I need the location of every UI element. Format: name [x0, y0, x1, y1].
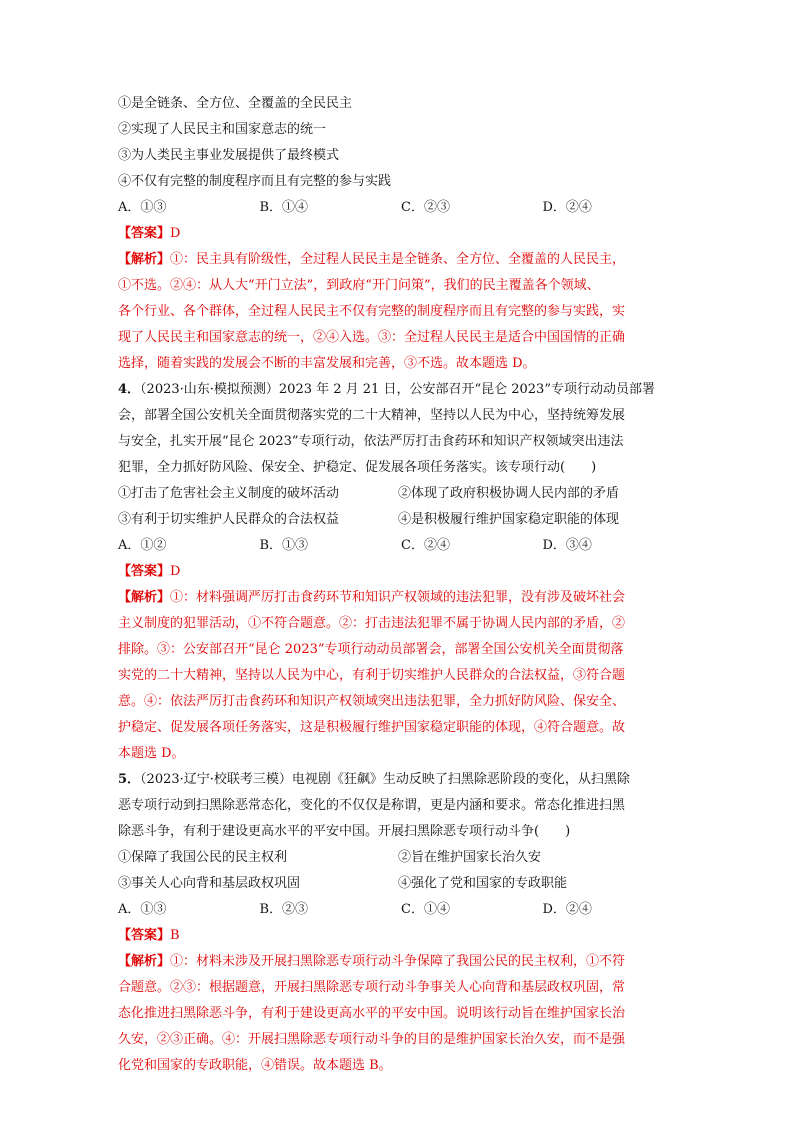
choice-c: C．②③	[401, 200, 450, 215]
analysis	[118, 588, 684, 770]
analysis-line: 各个行业、各个群体，全过程人民民主不仅有完整的制度程序而且有完整的参与实践，实	[118, 304, 626, 319]
analysis-line: 久安，②③正确。④：开展扫黑除恶专项行动斗争的目的是维护国家长治久安，而不是强	[118, 1032, 626, 1047]
analysis-line: 本题选 D。	[118, 746, 185, 761]
analysis	[118, 250, 684, 380]
question-4	[118, 380, 684, 770]
analysis-line: 合题意。②③：根据题意，开展扫黑除恶专项行动斗争事关人心向背和基层政权巩固，常	[118, 980, 626, 995]
answer-tag: 【答案】	[118, 226, 171, 241]
answer-choices	[118, 536, 684, 562]
choice-a: A．①③	[118, 200, 167, 215]
option-item-4: ④强化了党和国家的专政职能	[398, 876, 568, 891]
question-number: 4．	[118, 382, 141, 397]
option-item-4: ④不仅有完整的制度程序而且有完整的参与实践	[118, 174, 392, 189]
analysis	[118, 952, 684, 1082]
analysis-line: 【解析】①：民主具有阶级性，全过程人民民主是全链条、全方位、全覆盖的人民民主，	[118, 252, 626, 267]
option-row	[118, 484, 684, 510]
analysis-line: 现了人民民主和国家意志的统一，②④入选。③：全过程人民民主是适合中国国情的正确	[118, 330, 626, 345]
answer-line	[118, 224, 684, 250]
option-row	[118, 510, 684, 536]
option-item-1: ①保障了我国公民的民主权利	[118, 850, 288, 865]
analysis-line: 主义制度的犯罪活动，①不符合题意。②：打击违法犯罪不属于协调人民内部的矛盾，②	[118, 616, 626, 631]
option-row	[118, 848, 684, 874]
choice-a: A．①②	[118, 538, 167, 553]
question-number: 5．	[118, 772, 141, 787]
option-item-3: ③有利于切实维护人民群众的合法权益	[118, 512, 340, 527]
choice-a: A．①③	[118, 902, 167, 917]
option-item-1: ①是全链条、全方位、全覆盖的全民民主	[118, 96, 353, 111]
analysis-tag: 【解析】	[118, 590, 171, 605]
analysis-line: 【解析】①：材料强调严厉打击食药环节和知识产权领域的违法犯罪，没有涉及破坏社会	[118, 590, 626, 605]
option-item-1: ①打击了危害社会主义制度的破坏活动	[118, 486, 340, 501]
question-3	[118, 94, 684, 380]
option-item-4: ④是积极履行维护国家稳定职能的体现	[398, 512, 620, 527]
analysis-line: 选择，随着实践的发展会不断的丰富发展和完善，③不选。故本题选 D。	[118, 356, 536, 371]
analysis-line: ①不选。②④：从人大“开门立法”，到政府“开门问策”，我们的民主覆盖各个领域、	[118, 278, 600, 293]
page-content	[118, 94, 684, 1082]
question-stem-line: 除恶斗争，有利于建设更高水平的平安中国。开展扫黑除恶专项行动斗争( )	[118, 824, 571, 839]
analysis-line: 【解析】①：材料未涉及开展扫黑除恶专项行动斗争保障了我国公民的民主权利，①不符	[118, 954, 626, 969]
answer-value: B	[170, 928, 180, 943]
option-item-2: ②体现了政府积极协调人民内部的矛盾	[398, 486, 620, 501]
option-row	[118, 874, 684, 900]
analysis-line: 护稳定、促发展各项任务落实，这是积极履行维护国家稳定职能的体现，④符合题意。故	[118, 720, 626, 735]
question-stem-line: 会，部署全国公安机关全面贯彻落实党的二十大精神，坚持以人民为中心，坚持统筹发展	[118, 408, 626, 423]
analysis-tag: 【解析】	[118, 954, 171, 969]
answer-choices	[118, 198, 684, 224]
choice-d: D．②④	[542, 902, 592, 917]
option-item-3: ③为人类民主事业发展提供了最终模式	[118, 148, 340, 163]
analysis-line: 实党的二十大精神，坚持以人民为中心，有利于切实维护人民群众的合法权益，③符合题	[118, 668, 626, 683]
choice-b: B．②③	[259, 902, 309, 917]
question-stem-line: 恶专项行动到扫黑除恶常态化，变化的不仅仅是称谓，更是内涵和要求。常态化推进扫黑	[118, 798, 626, 813]
option-item-3: ③事关人心向背和基层政权巩固	[118, 876, 301, 891]
question-stem-line: 5．（2023·辽宁·校联考三模）电视剧《狂飙》生动反映了扫黑除恶阶段的变化，从扫黑除	[118, 772, 630, 787]
choice-d: D．③④	[542, 538, 592, 553]
question-5	[118, 770, 684, 1082]
analysis-line: 态化推进扫黑除恶斗争，有利于建设更高水平的平安中国。说明该行动旨在维护国家长治	[118, 1006, 626, 1021]
option-item-2: ②旨在维护国家长治久安	[398, 850, 542, 865]
analysis-line: 排除。③：公安部召开“昆仑 2023”专项行动动员部署会，部署全国公安机关全面贯彻落	[118, 642, 624, 657]
choice-d: D．②④	[542, 200, 592, 215]
answer-value: D	[170, 226, 181, 241]
analysis-tag: 【解析】	[118, 252, 171, 267]
answer-line	[118, 926, 684, 952]
choice-c: C．①④	[401, 902, 450, 917]
analysis-line: 意。④：依法严厉打击食药环和知识产权领域突出违法犯罪，全力抓好防风险、保安全、	[118, 694, 626, 709]
choice-b: B．①④	[259, 200, 309, 215]
answer-tag: 【答案】	[118, 564, 171, 579]
question-stem-line: 4．（2023·山东·模拟预测）2023 年 2 月 21 日，公安部召开“昆仑 2023”专项行动动员部署	[118, 382, 655, 397]
option-item-2: ②实现了人民民主和国家意志的统一	[118, 122, 327, 137]
question-stem-line: 与安全，扎实开展“昆仑 2023”专项行动，依法严厉打击食药环和知识产权领域突出违法	[118, 434, 624, 449]
answer-value: D	[170, 564, 181, 579]
answer-choices	[118, 900, 684, 926]
answer-tag: 【答案】	[118, 928, 171, 943]
choice-b: B．①③	[259, 538, 309, 553]
answer-line	[118, 562, 684, 588]
question-stem-line: 犯罪，全力抓好防风险、保安全、护稳定、促发展各项任务落实。该专项行动( )	[118, 460, 597, 475]
analysis-line: 化党和国家的专政职能，④错误。故本题选 B。	[118, 1058, 392, 1073]
choice-c: C．②④	[401, 538, 450, 553]
